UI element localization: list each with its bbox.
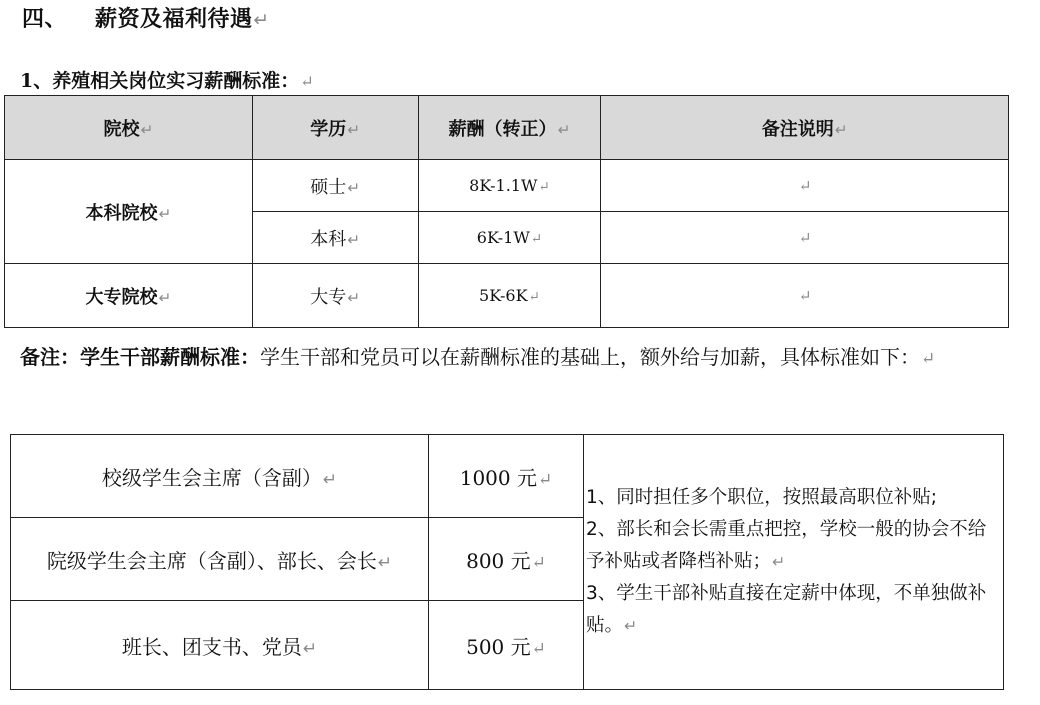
paragraph-mark-icon: ↵	[322, 469, 338, 490]
internship-salary-table	[4, 95, 1009, 328]
section-number: 四、	[22, 7, 68, 32]
student-leader-note	[20, 334, 1005, 383]
paragraph-mark-icon: ↵	[377, 552, 393, 573]
salary-cell: 6K-1W↵	[418, 212, 601, 264]
section-heading	[22, 2, 270, 33]
bonus-remarks-cell	[584, 435, 1004, 690]
salary-cell: 8K-1.1W↵	[418, 160, 601, 212]
table-header-row	[5, 96, 1009, 160]
paragraph-mark-icon: ↵	[921, 349, 936, 369]
paragraph-mark-icon: ↵	[347, 288, 361, 307]
header-education: 学历↵	[252, 96, 418, 160]
header-remark: 备注说明↵	[601, 96, 1009, 160]
remark-cell	[601, 212, 1009, 264]
paragraph-mark-icon: ↵	[538, 469, 553, 490]
paragraph-mark-icon: ↵	[158, 204, 172, 223]
school-cell: 大专院校↵	[5, 264, 253, 328]
remark-line: 2、部长和会长需重点把控，学校一般的协会不给予补贴或者降档补贴；↵	[586, 519, 987, 572]
education-cell: 硕士↵	[252, 160, 418, 212]
note-text: 学生干部和党员可以在薪酬标准的基础上，额外给与加薪，具体标准如下：	[260, 345, 920, 369]
amount-cell: 800 元↵	[429, 518, 584, 601]
table-row	[5, 160, 1009, 212]
education-cell: 本科↵	[252, 212, 418, 264]
table-row	[5, 264, 1009, 328]
paragraph-mark-icon: ↵	[798, 287, 812, 305]
paragraph-mark-icon: ↵	[347, 230, 361, 249]
paragraph-mark-icon: ↵	[772, 552, 786, 571]
paragraph-mark-icon: ↵	[300, 72, 314, 91]
role-cell: 院级学生会主席（含副）、部长、会长↵	[11, 518, 429, 601]
paragraph-mark-icon: ↵	[531, 552, 546, 573]
paragraph-mark-icon: ↵	[834, 120, 848, 139]
education-cell: 大专↵	[252, 264, 418, 328]
paragraph-mark-icon: ↵	[347, 178, 361, 197]
paragraph-mark-icon: ↵	[624, 616, 638, 635]
section-title: 薪资及福利待遇	[95, 7, 253, 32]
paragraph-mark-icon: ↵	[538, 179, 550, 195]
table-row	[11, 435, 1004, 518]
amount-cell: 500 元↵	[429, 601, 584, 690]
paragraph-mark-icon: ↵	[347, 120, 361, 139]
paragraph-mark-icon: ↵	[140, 120, 154, 139]
paragraph-mark-icon: ↵	[253, 10, 270, 31]
header-school: 院校↵	[5, 96, 253, 160]
subsection-heading	[20, 66, 314, 93]
paragraph-mark-icon: ↵	[531, 638, 546, 659]
subsection-title: 1、养殖相关岗位实习薪酬标准：	[20, 70, 300, 92]
note-label: 备注：学生干部薪酬标准：	[20, 345, 260, 369]
role-cell: 班长、团支书、党员↵	[11, 601, 429, 690]
school-cell: 本科院校↵	[5, 160, 253, 264]
paragraph-mark-icon: ↵	[302, 638, 318, 659]
paragraph-mark-icon: ↵	[528, 289, 540, 305]
remark-line: 3、学生干部补贴直接在定薪中体现，不单独做补贴。↵	[586, 583, 987, 636]
remark-cell	[601, 264, 1009, 328]
paragraph-mark-icon: ↵	[798, 229, 812, 247]
paragraph-mark-icon: ↵	[530, 231, 543, 247]
header-salary: 薪酬（转正）↵	[418, 96, 601, 160]
remark-line: 1、同时担任多个职位，按照最高职位补贴;	[586, 487, 938, 508]
amount-cell: 1000 元↵	[429, 435, 584, 518]
remark-cell	[601, 160, 1009, 212]
salary-cell: 5K-6K↵	[418, 264, 601, 328]
paragraph-mark-icon: ↵	[798, 177, 812, 195]
student-leader-bonus-table	[10, 434, 1004, 690]
paragraph-mark-icon: ↵	[557, 120, 571, 139]
paragraph-mark-icon: ↵	[158, 288, 172, 307]
role-cell: 校级学生会主席（含副）↵	[11, 435, 429, 518]
